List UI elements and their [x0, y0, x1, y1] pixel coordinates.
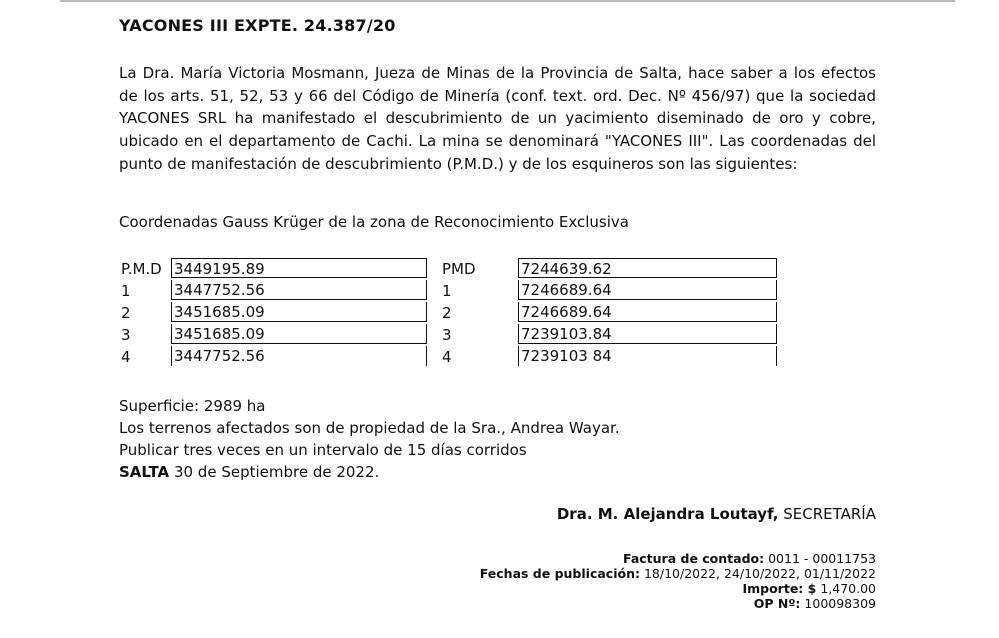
billing-block — [480, 551, 876, 611]
coordinates-heading: Coordenadas Gauss Krüger de la zona de Reconocimiento Exclusiva — [119, 213, 629, 231]
row-label-x: 1 — [121, 282, 131, 300]
dates-line — [480, 566, 876, 581]
dates-label: Fechas de publicación: — [479, 566, 640, 581]
amount-value: 1,470.00 — [816, 581, 876, 596]
cell-x: 3449195.89 — [171, 258, 427, 278]
date-line — [119, 463, 379, 481]
op-line — [480, 596, 876, 611]
owners-line: Los terrenos afectados son de propiedad de la Sra., Andrea Wayar. — [119, 419, 620, 437]
document-title: YACONES III EXPTE. 24.387/20 — [119, 16, 396, 35]
amount-line — [480, 581, 876, 596]
row-label-y: PMD — [442, 260, 476, 278]
cell-x: 3451685.09 — [171, 302, 427, 322]
body-paragraph: La Dra. María Victoria Mosmann, Jueza de Minas de la Provincia de Salta, hace saber a los efectos de los arts. 51, 52, 53 y 66 del Código de Minería (conf. text. ord. Dec. Nº 456/97) que la sociedad YACONES SRL ha manifestado el descubrimiento de un yacimiento diseminado de oro y cobre, ubicado en el departamento de Cachi. La mina se denominará "YACONES III". Las coordenadas del punto de manifestación de descubrimiento (P.M.D.) y de los esquineros son las siguientes: — [119, 64, 876, 173]
row-label-y: 3 — [442, 326, 452, 344]
op-label: OP Nº: — [753, 596, 801, 611]
cell-y: 7239103 84 — [518, 346, 777, 366]
dates-value: 18/10/2022, 24/10/2022, 01/11/2022 — [639, 566, 876, 581]
row-label-y: 2 — [442, 304, 452, 322]
signature-role: SECRETARÍA — [778, 505, 876, 523]
date-text: 30 de Septiembre de 2022. — [169, 463, 380, 481]
amount-label: Importe: $ — [742, 581, 817, 596]
cell-x: 3451685.09 — [171, 324, 427, 344]
row-label-x: P.M.D — [121, 260, 162, 278]
cell-y: 7246689.64 — [518, 280, 777, 300]
row-label-x: 4 — [121, 348, 131, 366]
signature-name: Dra. M. Alejandra Loutayf, — [556, 505, 779, 523]
publish-line: Publicar tres veces en un intervalo de 15 días corridos — [119, 441, 527, 459]
invoice-value: 0011 - 00011753 — [764, 551, 876, 566]
cell-y: 7244639.62 — [518, 258, 777, 278]
cell-y: 7239103.84 — [518, 324, 777, 344]
row-label-x: 3 — [121, 326, 131, 344]
row-label-y: 1 — [442, 282, 452, 300]
op-value: 100098309 — [800, 596, 876, 611]
cell-y: 7246689.64 — [518, 302, 777, 322]
cell-x: 3447752.56 — [171, 280, 427, 300]
top-rule — [60, 0, 955, 2]
surface-line: Superficie: 2989 ha — [119, 397, 266, 415]
row-label-x: 2 — [121, 304, 131, 322]
cell-x: 3447752.56 — [171, 346, 427, 366]
place-label: SALTA — [119, 463, 170, 481]
invoice-label: Factura de contado: — [623, 551, 765, 566]
signature — [557, 505, 876, 523]
row-label-y: 4 — [442, 348, 452, 366]
invoice-line — [480, 551, 876, 566]
